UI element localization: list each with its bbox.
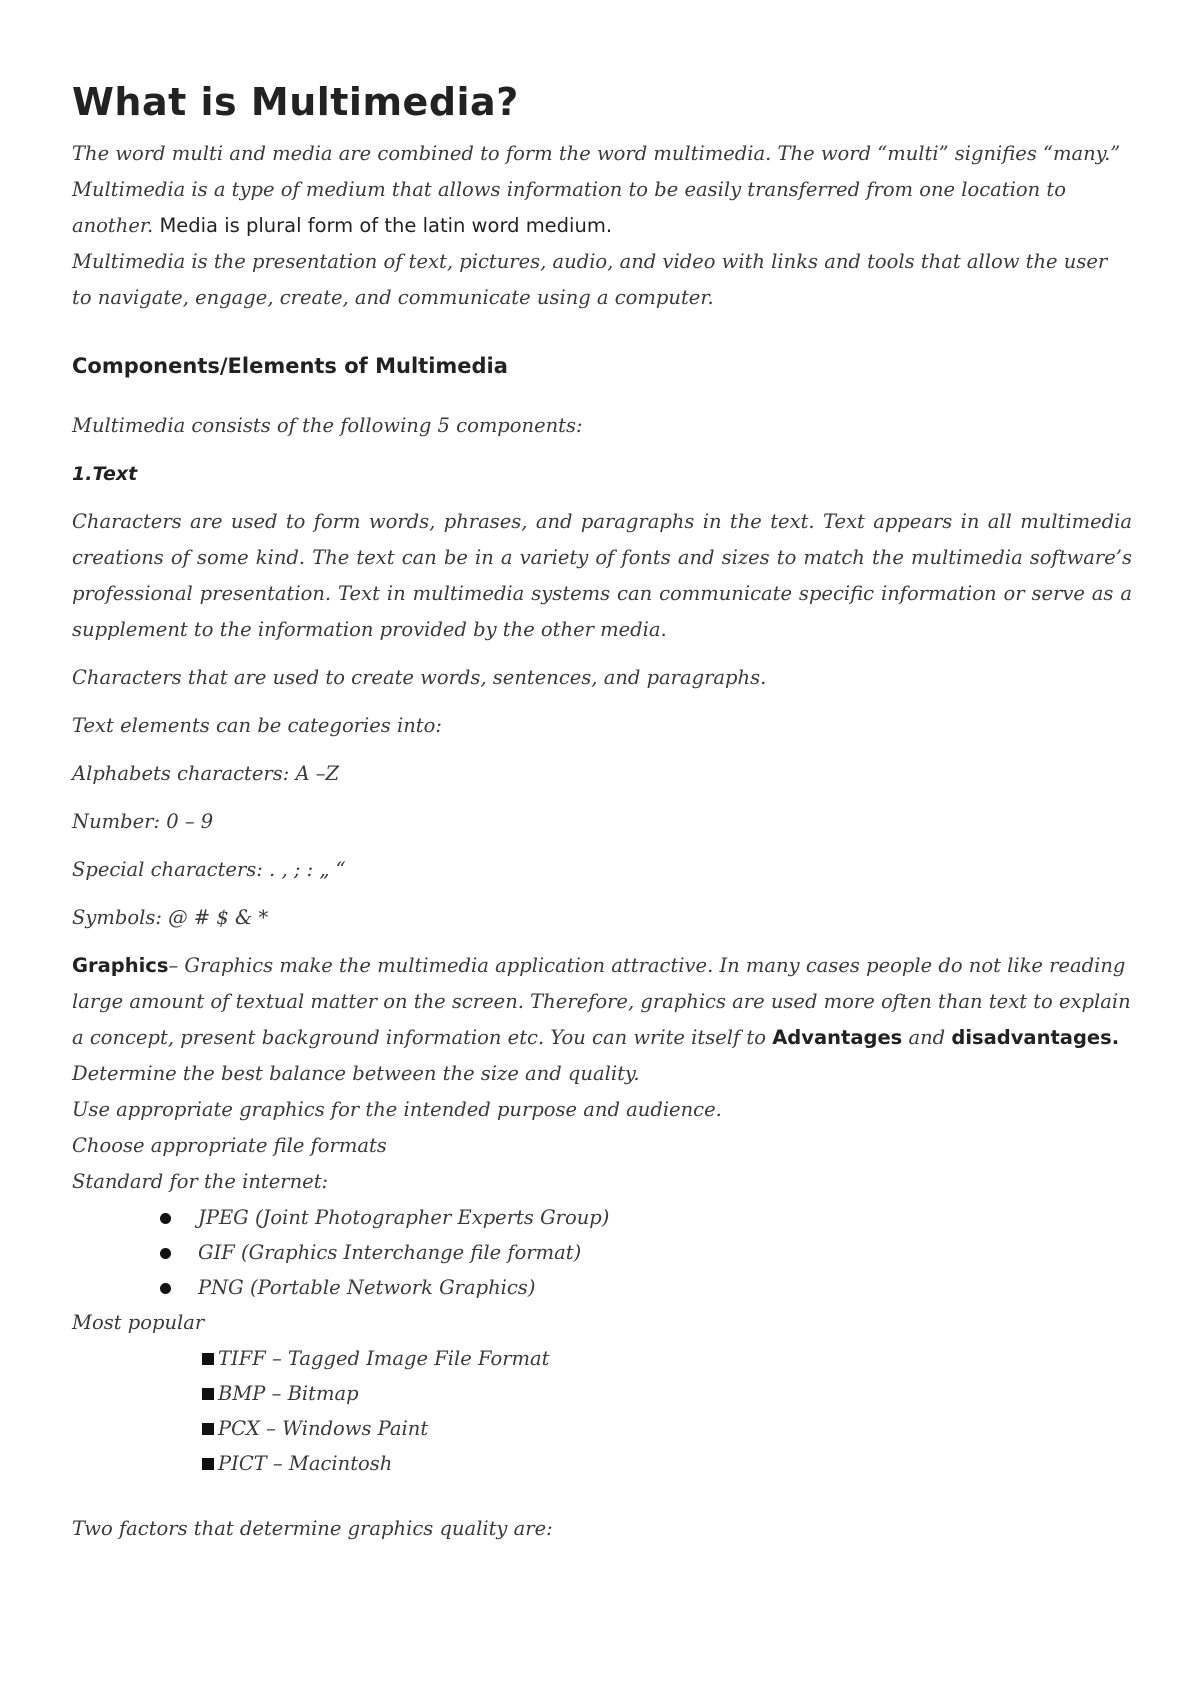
list-item-label: PCX – Windows Paint (218, 1417, 429, 1440)
graphics-line-4: Standard for the internet: (72, 1170, 329, 1193)
list-item-label: TIFF – Tagged Image File Format (218, 1347, 550, 1370)
graphics-line-2: Use appropriate graphics for the intended purpose and audience. (72, 1098, 722, 1121)
symbols-line: Symbols: @ # $ & * (72, 906, 269, 929)
intro-emphasis: Media is plural form of the latin word medium. (159, 214, 613, 237)
document-page (72, 80, 1132, 1547)
components-heading: Components/Elements of Multimedia (72, 354, 508, 378)
intro-text: The word multi and media are combined to form the word multimedia. The word “multi” signifies “many.” Multimedia is a type of medium that allows information to be easily transferred from one location to another. (72, 142, 1121, 237)
graphics-label: Graphics (72, 954, 169, 977)
list-item-label: BMP – Bitmap (218, 1382, 359, 1405)
components-lead: Multimedia consists of the following 5 components: (72, 414, 583, 437)
intro-paragraph-2: Multimedia is the presentation of text, pictures, audio, and video with links and tools that allow the user to navigate, engage, create, and communicate using a computer. (72, 250, 1108, 309)
characters-line: Characters that are used to create words, sentences, and paragraphs. (72, 666, 767, 689)
graphics-line-1: Determine the best balance between the size and quality. (72, 1062, 640, 1085)
list-item-label: JPEG (Joint Photographer Experts Group) (198, 1206, 610, 1229)
categories-line: Text elements can be categories into: (72, 714, 442, 737)
list-item (160, 1235, 1132, 1270)
square-bullet-icon (202, 1423, 214, 1435)
text-paragraph: Characters are used to form words, phrases, and paragraphs in the text. Text appears in all multimedia creations of some kind. The text can be in a variety of fonts and sizes to match the multimedia software’s professional presentation. Text in multimedia systems can communicate specific information or serve as a supplement to the information provided by the other media. (72, 510, 1132, 641)
list-item-label: GIF (Graphics Interchange file format) (198, 1241, 582, 1264)
list-item (202, 1411, 1132, 1446)
advantages-text: Advantages (772, 1026, 903, 1049)
square-bullet-icon (202, 1388, 214, 1400)
square-bullet-icon (202, 1353, 214, 1365)
graphics-and: and (902, 1026, 952, 1049)
bullet-icon (160, 1213, 171, 1224)
quality-line: Two factors that determine graphics quality are: (72, 1517, 553, 1540)
list-item-label: PICT – Macintosh (218, 1452, 393, 1475)
standards-list (72, 1200, 1132, 1305)
list-item (160, 1200, 1132, 1235)
list-item (202, 1341, 1132, 1376)
intro-paragraph-1 (72, 136, 1132, 244)
list-item (160, 1270, 1132, 1305)
disadvantages-text: disadvantages. (951, 1026, 1120, 1049)
graphics-line-3: Choose appropriate file formats (72, 1134, 387, 1157)
square-bullet-icon (202, 1458, 214, 1470)
special-characters-line: Special characters: . , ; : „ “ (72, 858, 346, 881)
list-item (202, 1376, 1132, 1411)
text-heading: 1.Text (72, 463, 138, 485)
popular-label: Most popular (72, 1311, 205, 1334)
popular-list (72, 1341, 1132, 1481)
graphics-paragraph (72, 948, 1132, 1056)
numbers-line: Number: 0 – 9 (72, 810, 214, 833)
list-item-label: PNG (Portable Network Graphics) (198, 1276, 536, 1299)
bullet-icon (160, 1248, 171, 1259)
alphabets-line: Alphabets characters: A –Z (72, 762, 340, 785)
page-title: What is Multimedia? (72, 80, 519, 124)
bullet-icon (160, 1283, 171, 1294)
graphics-text: – Graphics make the multimedia application attractive. In many cases people do not like reading large amount of textual matter on the screen. Therefore, graphics are used more often than text to explain a concept, present background information etc. You can write itself to (72, 954, 1131, 1049)
list-item (202, 1446, 1132, 1481)
